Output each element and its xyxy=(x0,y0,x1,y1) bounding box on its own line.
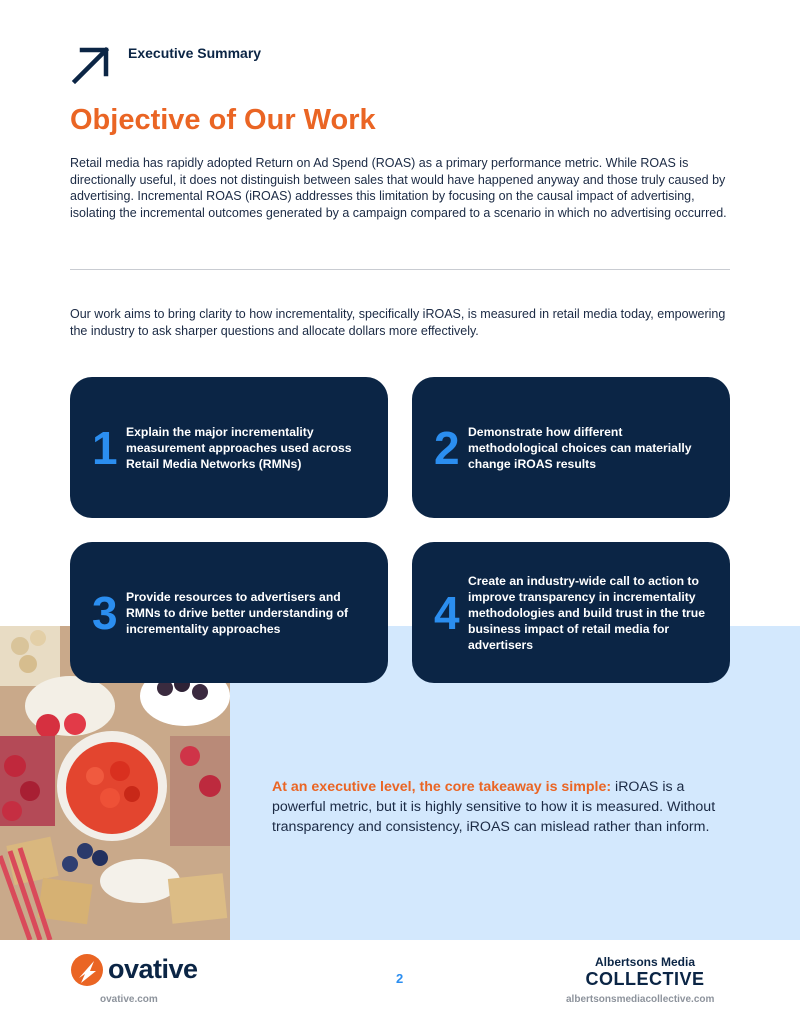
amc-logo-line1: Albertsons Media xyxy=(594,955,696,969)
ovative-wordmark: ovative xyxy=(108,954,198,984)
ovative-url[interactable]: ovative.com xyxy=(100,994,158,1005)
card-number: 3 xyxy=(92,586,118,639)
amc-logo-line2: COLLECTIVE xyxy=(585,969,705,989)
card-text: Explain the major incrementality measurement approaches used across Retail Media Networks (RMNs) xyxy=(126,424,352,471)
takeaway-text xyxy=(272,777,722,837)
objective-card-4 xyxy=(412,542,730,683)
page-title: Objective of Our Work xyxy=(70,104,376,136)
objective-card-2 xyxy=(412,377,730,518)
ovative-mark-icon xyxy=(70,953,104,987)
card-text: Provide resources to advertisers and RMNs to drive better understanding of incrementality approaches xyxy=(126,589,349,636)
takeaway-lead: At an executive level, the core takeaway is simple: xyxy=(272,779,612,795)
card-text: Demonstrate how different methodological choices can materially change iROAS results xyxy=(468,424,692,471)
page-number: 2 xyxy=(396,971,404,986)
arrow-up-right-icon xyxy=(70,44,112,86)
amc-logo[interactable] xyxy=(560,955,730,989)
card-number: 1 xyxy=(92,421,118,474)
divider xyxy=(70,269,730,270)
card-number: 4 xyxy=(434,586,460,639)
card-number: 2 xyxy=(434,421,460,474)
aim-paragraph: Our work aims to bring clarity to how incrementality, specifically iROAS, is measured in retail media today, empowering the industry to ask sharper questions and allocate dollars more effectively. xyxy=(70,307,726,338)
objective-card-1 xyxy=(70,377,388,518)
amc-url[interactable]: albertsonsmediacollective.com xyxy=(566,994,715,1005)
intro-paragraph: Retail media has rapidly adopted Return on Ad Spend (ROAS) as a primary performance metric. While ROAS is directionally useful, it does not distinguish between sales that would have happened anyway and those truly caused by advertising. Incremental ROAS (iROAS) addresses this limitation by focusing on the causal impact of advertising, isolating the incremental outcomes generated by a campaign compared to a scenario in which no advertising occurred. xyxy=(70,156,727,220)
card-text: Create an industry-wide call to action to improve transparency in incrementality methodologies and build trust in the true business impact of retail media for advertisers xyxy=(468,573,705,652)
objective-card-3 xyxy=(70,542,388,683)
section-eyebrow: Executive Summary xyxy=(128,45,262,61)
takeaway-body: iROAS is a powerful metric, but it is highly sensitive to how it is measured. Without transparency and consistency, iROAS can mislead rather than inform. xyxy=(272,779,716,835)
